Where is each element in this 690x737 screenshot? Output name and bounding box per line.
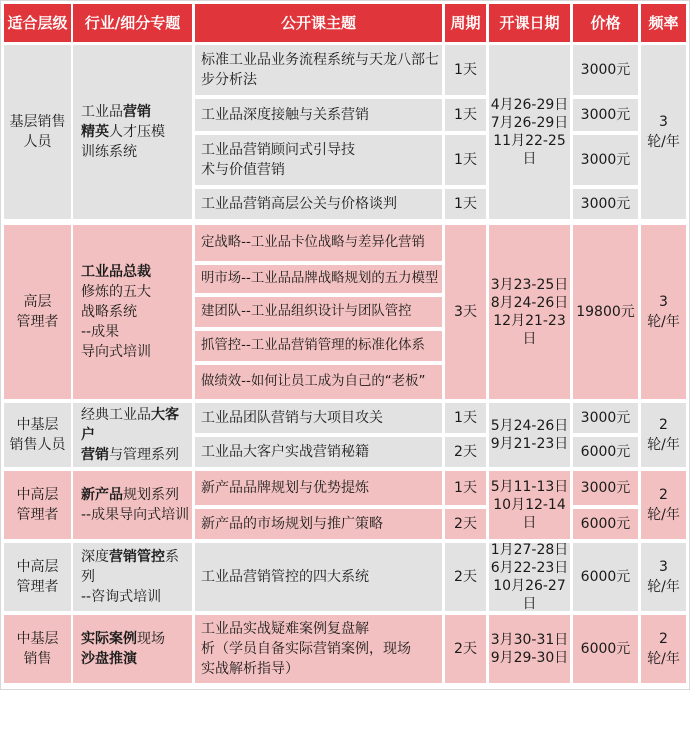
topic-highlight: 营销: [81, 447, 109, 463]
group-topic-text: 经典工业品大客户 营销与管理系列: [81, 407, 179, 463]
group-level: [4, 615, 71, 683]
group-price: 19800元: [573, 225, 638, 399]
frequency-text: 3 轮/年: [647, 294, 680, 330]
start-dates-text: 4月26-29日 7月26-29日 11月22-25日: [490, 97, 569, 167]
header-topic: 行业/细分专题: [73, 4, 192, 42]
start-dates: [489, 615, 570, 683]
course-duration: 2天: [445, 437, 486, 467]
topic-highlight: 精英: [81, 124, 109, 140]
course-duration: 1天: [445, 135, 486, 185]
group-topic: [73, 471, 192, 539]
start-dates: [489, 403, 570, 467]
course-title: [195, 99, 442, 131]
group-topic-text: 深度营销管控系列 --咨询式培训: [81, 549, 179, 605]
frequency: [641, 543, 686, 611]
course-title: [195, 225, 442, 261]
course-title-text: 新产品品牌规划与优势提炼: [201, 480, 369, 496]
group-level: [4, 225, 71, 399]
topic-highlight: 营销管控: [109, 549, 165, 565]
topic-highlight: 实际案例: [81, 631, 137, 647]
course-title-text: 工业品实战疑难案例复盘解 析（学员自备实际营销案例，现场 实战解析指导）: [201, 621, 411, 677]
group-level: [4, 403, 71, 467]
topic-highlight: 营销: [123, 104, 151, 120]
course-price: 3000元: [573, 135, 638, 185]
group-topic: [73, 225, 192, 399]
course-price: 3000元: [573, 403, 638, 433]
course-duration: 1天: [445, 45, 486, 95]
group-level-text: 基层销售 人员: [9, 114, 66, 150]
course-title: [195, 365, 442, 399]
group-topic: [73, 543, 192, 611]
header-frequency: 频率: [641, 4, 686, 42]
course-price: 3000元: [573, 189, 638, 219]
header-price: 价格: [573, 4, 638, 42]
group-level-text: 中基层 销售人员: [9, 417, 66, 453]
course-title: [195, 509, 442, 539]
group-topic: [73, 615, 192, 683]
start-dates: [489, 543, 570, 611]
group-level: [4, 45, 71, 219]
course-title-text: 抓管控--工业品营销管理的标准化体系: [201, 338, 425, 353]
course-title: [195, 543, 442, 611]
group-level-text: 高层 管理者: [16, 294, 59, 330]
header-duration: 周期: [445, 4, 486, 42]
start-dates-text: 5月11-13日 10月12-14日: [490, 479, 569, 531]
course-title-text: 工业品营销管控的四大系统: [201, 569, 369, 585]
group-topic: [73, 45, 192, 219]
course-title: [195, 265, 442, 293]
start-dates: [489, 225, 570, 399]
topic-highlight: 大客户: [81, 407, 179, 443]
group-level-text: 中高层 管理者: [16, 559, 59, 595]
course-duration: 1天: [445, 403, 486, 433]
group-level: [4, 471, 71, 539]
header-start-date: 开课日期: [489, 4, 570, 42]
start-dates-text: 3月30-31日 9月29-30日: [490, 632, 569, 666]
start-dates: [489, 45, 570, 219]
topic-highlight: 工业品总裁: [81, 264, 151, 280]
course-title-text: 标准工业品业务流程系统与天龙八部七步分析法: [201, 52, 439, 88]
course-title-text: 工业品营销顾问式引导技 术与价值营销: [201, 142, 355, 178]
course-title-text: 工业品团队营销与大项目攻关: [201, 410, 383, 426]
course-duration: 1天: [445, 189, 486, 219]
course-price: 3000元: [573, 99, 638, 131]
course-duration: 1天: [445, 471, 486, 505]
course-title: [195, 403, 442, 433]
group-level-text: 中基层 销售: [16, 631, 59, 667]
frequency: [641, 471, 686, 539]
course-duration: 2天: [445, 509, 486, 539]
start-dates-text: 1月27-28日 6月22-23日 10月26-27日: [490, 543, 569, 611]
frequency-text: 2 轮/年: [647, 417, 680, 453]
group-level-text: 中高层 管理者: [16, 487, 59, 523]
course-title: [195, 331, 442, 361]
course-price: 6000元: [573, 615, 638, 683]
topic-highlight: 沙盘推演: [81, 651, 137, 667]
group-topic: [73, 403, 192, 467]
course-title-text: 明市场--工业品品牌战略规划的五力模型: [201, 271, 439, 286]
course-title-text: 建团队--工业品组织设计与团队管控: [201, 304, 412, 319]
header-level: 适合层级: [4, 4, 71, 42]
course-title: [195, 189, 442, 219]
course-title: [195, 45, 442, 95]
course-price: 6000元: [573, 509, 638, 539]
course-duration: 1天: [445, 99, 486, 131]
course-duration: 2天: [445, 543, 486, 611]
course-title-text: 新产品的市场规划与推广策略: [201, 516, 383, 532]
course-price: 6000元: [573, 543, 638, 611]
course-title: [195, 615, 442, 683]
group-topic-text: 新产品规划系列 --成果导向式培训: [81, 487, 190, 523]
course-title: [195, 297, 442, 327]
group-topic-text: 实际案例现场 沙盘推演: [81, 631, 165, 667]
course-title-text: 工业品深度接触与关系营销: [201, 107, 369, 123]
course-price: 3000元: [573, 471, 638, 505]
group-topic-text: 工业品总裁 修炼的五大 战略系统 --成果 导向式培训: [81, 264, 151, 360]
course-title: [195, 471, 442, 505]
start-dates-text: 5月24-26日 9月21-23日: [490, 418, 569, 452]
course-price: 3000元: [573, 45, 638, 95]
header-course-theme: 公开课主题: [195, 4, 442, 42]
frequency: [641, 615, 686, 683]
frequency-text: 3 轮/年: [647, 114, 680, 150]
topic-highlight: 新产品: [81, 487, 123, 503]
frequency: [641, 403, 686, 467]
course-title-text: 工业品大客户实战营销秘籍: [201, 444, 369, 460]
group-topic-text: 工业品营销 精英人才压模 训练系统: [81, 104, 165, 160]
frequency-text: 3 轮/年: [647, 559, 680, 595]
course-title-text: 做绩效--如何让员工成为自己的“老板”: [201, 374, 426, 389]
start-dates-text: 3月23-25日 8月24-26日 12月21-23日: [490, 277, 569, 347]
course-title-text: 工业品营销高层公关与价格谈判: [201, 196, 397, 212]
start-dates: [489, 471, 570, 539]
course-title: [195, 135, 442, 185]
course-duration: 2天: [445, 615, 486, 683]
course-price: 6000元: [573, 437, 638, 467]
course-title-text: 定战略--工业品卡位战略与差异化营销: [201, 235, 425, 250]
course-title: [195, 437, 442, 467]
group-level: [4, 543, 71, 611]
frequency: [641, 225, 686, 399]
frequency-text: 2 轮/年: [647, 487, 680, 523]
frequency: [641, 45, 686, 219]
frequency-text: 2 轮/年: [647, 631, 680, 667]
group-duration: 3天: [445, 225, 486, 399]
